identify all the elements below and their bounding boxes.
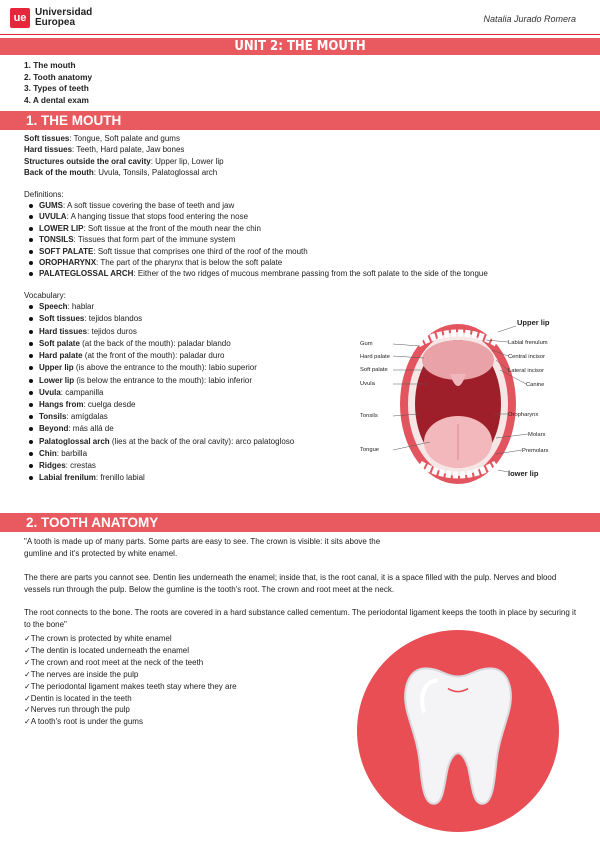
definition-item [24,200,488,211]
mouth-anatomy-diagram [358,314,558,494]
definition-text: : A hanging tissue that stops food entering the nose [66,212,249,222]
vocabulary-term: Soft tissues [39,314,85,324]
definition-term: OROPHARYNX [39,258,97,268]
fact-term: Hard tissues [24,145,73,155]
vocabulary-text: : más allá de [68,424,114,434]
label-soft-palate: Soft palate [360,367,388,373]
logo-line-2: Europea [35,17,76,28]
vocabulary-text: : cuelga desde [83,399,136,409]
vocabulary-term: Speech [39,302,68,312]
fact-line [24,167,488,178]
unit-title: UNIT 2: THE MOUTH [0,38,600,55]
label-oropharynx: Oropharynx [508,412,539,418]
vocabulary-text: : crestas [65,460,96,470]
label-lower-lip: lower lip [508,469,539,478]
definition-text: : Tissues that form part of the immune system [73,235,236,245]
toc-item: 2. Tooth anatomy [24,71,93,82]
definition-item [24,246,488,257]
fact-term: Soft tissues [24,134,70,143]
vocabulary-term: Ridges [39,460,66,470]
definition-text: : Soft tissue that comprises one third of the roof of the mouth [93,246,308,256]
vocabulary-term: Beyond [39,424,69,434]
vocabulary-text: (at the front of the mouth): paladar duro [82,351,225,361]
vocabulary-term: Labial frenilum [39,473,96,483]
definition-item [24,211,488,222]
fact-line [24,156,488,167]
definition-text: : A soft tissue covering the base of teeth and jaw [63,201,235,211]
vocabulary-item [24,301,488,313]
definition-term: TONSILS [39,235,74,245]
vocabulary-text: (lies at the back of the oral cavity): arco palatogloso [109,436,295,446]
vocabulary-term: Hard palate [39,351,83,361]
vocabulary-term: Hangs from [39,399,84,409]
check-item: ✓The crown is protected by white enamel [24,634,172,643]
definition-term: LOWER LIP [39,223,84,233]
paragraph-dentin: The there are parts you cannot see. Dentin lies underneath the enamel; inside that, is the root canal, it is a space filled with the pulp. Nerves and blood vessels run through the pulp. Below the gumline is the tooth's root. The crown and root meet at the neck. [24,573,557,594]
vocabulary-text: : barbilla [56,448,88,458]
vocabulary-text: : tejidos duros [87,326,137,336]
check-item: ✓The nerves are inside the pulp [24,669,139,679]
toc-item: 1. The mouth [24,60,76,70]
paragraph-root: The root connects to the bone. The roots are covered in a hard substance called cementum. The periodontal ligament keeps the tooth in place by securing it to the bone" [24,608,577,629]
definition-text: : The part of the pharynx that is below the soft palate [96,258,283,268]
vocabulary-text: : amígdalas [66,412,108,422]
definition-term: UVULA [39,212,67,222]
header-divider [0,34,600,35]
vocabulary-term: Hard tissues [39,326,88,336]
definitions-list [24,200,488,280]
label-tonsils: Tonsils [360,413,378,419]
check-item: ✓The crown and root meet at the neck of the teeth [24,657,204,667]
check-item: ✓The periodontal ligament makes teeth stay where they are [24,681,237,691]
fact-text: : Tongue, Soft palate and gums [69,134,180,143]
fact-line [24,144,488,155]
check-item: ✓Nerves run through the pulp [24,705,130,715]
label-labial-frenulum: Labial frenulum [508,340,548,346]
label-molars: Molars [528,432,546,438]
definition-term: PALATEGLOSSAL ARCH [39,269,134,279]
fact-text: : Upper lip, Lower lip [150,156,224,166]
definitions-label: Definitions: [24,189,64,199]
definition-text: : Either of the two ridges of mucous membrane passing from the soft palate to the side of the tongue [133,269,488,279]
section-1-heading: 1. THE MOUTH [0,111,600,130]
vocabulary-text: : tejidos blandos [84,314,143,324]
label-canine: Canine [526,382,545,388]
vocabulary-text: : hablar [67,302,95,312]
fact-text: : Teeth, Hard palate, Jaw bones [72,145,185,155]
definition-text: : Soft tissue at the front of the mouth near the chin [83,223,261,233]
fact-text: : Uvula, Tonsils, Palatoglossal arch [93,168,218,178]
vocabulary-term: Chin [39,448,57,458]
author-name: Natalia Jurado Romera [483,14,576,24]
definition-item [24,257,488,268]
vocabulary-term: Palatoglossal arch [39,436,110,446]
definition-term: SOFT PALATE [39,246,94,256]
check-item: ✓A tooth's root is under the gums [24,717,143,727]
vocabulary-term: Tonsils [39,412,67,422]
vocabulary-text: (at the back of the mouth): paladar blando [79,338,231,348]
vocabulary-label: Vocabulary: [24,290,66,300]
vocabulary-term: Upper lip [39,363,74,373]
section-2-heading: 2. TOOTH ANATOMY [0,513,600,532]
fact-term: Back of the mouth [24,168,94,178]
logo-line-1: Universidad [35,7,93,18]
logo-mark: ue [10,8,30,28]
vocabulary-text: : campanilla [60,387,104,397]
label-tongue: Tongue [360,447,380,453]
definition-item [24,268,488,279]
toc-item: 3. Types of teeth [24,83,89,93]
label-uvula: Uvula [360,381,375,387]
checklist [24,633,237,728]
definition-term: GUMS [39,201,63,211]
vocabulary-text: (is below the entrance to the mouth): labio inferior [74,375,252,385]
vocabulary-text: (is above the entrance to the mouth): labio superior [73,363,257,373]
vocabulary-text: : frenillo labial [95,473,145,483]
tooth-illustration [357,630,559,832]
definition-item [24,223,488,234]
vocabulary-term: Uvula [39,387,61,397]
table-of-contents [24,60,92,106]
check-item: ✓The dentin is located underneath the enamel [24,645,190,655]
label-hard-palate: Hard palate [360,354,390,360]
fact-line [24,133,488,144]
label-gum: Gum [360,341,373,347]
label-central-incisor: Central incisor [508,354,546,360]
vocabulary-term: Soft palate [39,338,80,348]
logo-text [35,8,92,28]
check-item: ✓Dentin is located in the teeth [24,693,132,703]
toc-item: 4. A dental exam [24,94,89,105]
label-premolars: Premolars [522,448,549,454]
fact-term: Structures outside the oral cavity [24,156,151,166]
university-logo [10,8,92,28]
definition-item [24,234,488,245]
paragraph-intro: "A tooth is made up of many parts. Some parts are easy to see. The crown is visible: it sits above the gumline and it's protected by white enamel. [24,537,381,558]
vocabulary-term: Lower lip [39,375,75,385]
label-upper-lip: Upper lip [517,318,550,327]
label-lateral-incisor: Lateral incisor [508,368,545,374]
